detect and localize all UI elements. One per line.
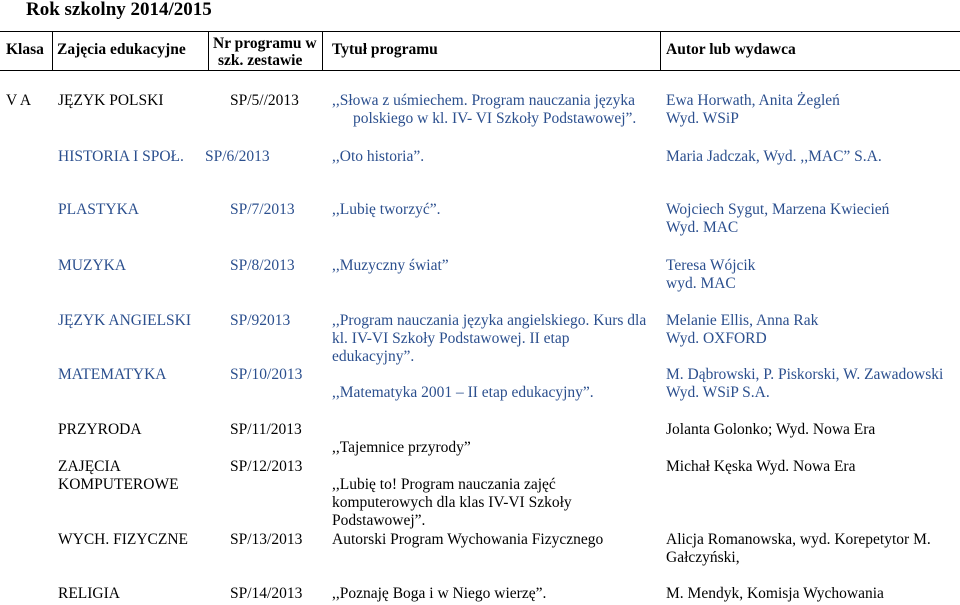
author-religia: M. Mendyk, Komisja Wychowania <box>666 585 884 602</box>
author-angielski-2: Wyd. OXFORD <box>666 330 767 347</box>
header-tytul: Tytuł programu <box>332 41 438 58</box>
header-zajecia: Zajęcia edukacyjne <box>57 41 186 58</box>
subject-polski: JĘZYK POLSKI <box>58 92 164 109</box>
title-angielski-2: kl. IV-VI Szkoły Podstawowej. II etap <box>332 330 570 347</box>
page-title: Rok szkolny 2014/2015 <box>26 0 212 20</box>
nr-muzyka: SP/8/2013 <box>230 257 295 274</box>
subject-przyroda: PRZYRODA <box>58 421 142 438</box>
author-komputerowe: Michał Kęska Wyd. Nowa Era <box>666 458 856 475</box>
author-wf-2: Gałczyński, <box>666 549 740 566</box>
nr-przyroda: SP/11/2013 <box>230 421 302 438</box>
title-angielski-3: edukacyjny”. <box>332 348 415 365</box>
author-polski-2: Wyd. WSiP <box>666 110 739 127</box>
nr-historia: SP/6/2013 <box>205 148 270 165</box>
title-religia: ,,Poznaję Boga i w Niego wierzę”. <box>332 585 547 602</box>
title-komputerowe-2: komputerowych dla klas IV-VI Szkoły <box>332 494 572 511</box>
nr-komputerowe: SP/12/2013 <box>230 458 303 475</box>
author-polski-1: Ewa Horwath, Anita Żegleń <box>666 92 840 109</box>
nr-wf: SP/13/2013 <box>230 531 303 548</box>
author-przyroda: Jolanta Golonko; Wyd. Nowa Era <box>666 421 876 438</box>
subject-plastyka: PLASTYKA <box>58 201 139 218</box>
header-autor: Autor lub wydawca <box>666 41 796 58</box>
header-nr-line2: szk. zestawie <box>218 52 303 69</box>
title-historia: ,,Oto historia”. <box>332 148 425 165</box>
column-divider <box>660 32 661 70</box>
subject-matematyka: MATEMATYKA <box>58 366 167 383</box>
author-muzyka-1: Teresa Wójcik <box>666 257 756 274</box>
header-nr-line1: Nr programu w <box>213 35 317 52</box>
column-divider <box>52 32 53 70</box>
title-polski-1: ,,Słowa z uśmiechem. Program nauczania języka <box>332 92 635 109</box>
title-polski-2: polskiego w kl. IV- VI Szkoły Podstawowej”. <box>353 110 637 127</box>
subject-komputerowe-1: ZAJĘCIA <box>58 458 121 475</box>
title-matematyka: ,,Matematyka 2001 – II etap edukacyjny”. <box>332 384 594 401</box>
title-plastyka: ,,Lubię tworzyć”. <box>332 201 441 218</box>
subject-angielski: JĘZYK ANGIELSKI <box>58 312 192 329</box>
author-plastyka-1: Wojciech Sygut, Marzena Kwiecień <box>666 201 890 218</box>
klasa-value: V A <box>6 92 32 109</box>
author-wf-1: Alicja Romanowska, wyd. Korepetytor M. <box>666 531 931 548</box>
nr-angielski: SP/92013 <box>230 312 291 329</box>
subject-historia: HISTORIA I SPOŁ. <box>58 148 184 165</box>
title-komputerowe-1: ,,Lubię to! Program nauczania zajęć <box>332 476 556 493</box>
table-header <box>0 31 960 71</box>
author-muzyka-2: wyd. MAC <box>666 275 736 292</box>
title-komputerowe-3: Podstawowej”. <box>332 512 426 529</box>
header-klasa: Klasa <box>6 41 44 58</box>
author-historia: Maria Jadczak, Wyd. ,,MAC” S.A. <box>666 148 882 165</box>
title-wf: Autorski Program Wychowania Fizycznego <box>332 531 604 548</box>
title-muzyka: ,,Muzyczny świat” <box>332 257 449 274</box>
title-angielski-1: ,,Program nauczania języka angielskiego. Kurs dla <box>332 312 647 329</box>
subject-komputerowe-2: KOMPUTEROWE <box>58 476 179 493</box>
nr-plastyka: SP/7/2013 <box>230 201 295 218</box>
subject-muzyka: MUZYKA <box>58 257 127 274</box>
nr-matematyka: SP/10/2013 <box>230 366 303 383</box>
subject-religia: RELIGIA <box>58 585 120 602</box>
nr-religia: SP/14/2013 <box>230 585 303 602</box>
title-przyroda: ,,Tajemnice przyrody” <box>332 439 471 456</box>
column-divider <box>208 32 209 70</box>
author-plastyka-2: Wyd. MAC <box>666 219 739 236</box>
subject-wf: WYCH. FIZYCZNE <box>58 531 189 548</box>
author-matematyka-2: Wyd. WSiP S.A. <box>666 384 770 401</box>
author-matematyka-1: M. Dąbrowski, P. Piskorski, W. Zawadowski <box>666 366 944 383</box>
column-divider <box>322 32 323 70</box>
nr-polski: SP/5//2013 <box>230 92 299 109</box>
author-angielski-1: Melanie Ellis, Anna Rak <box>666 312 819 329</box>
